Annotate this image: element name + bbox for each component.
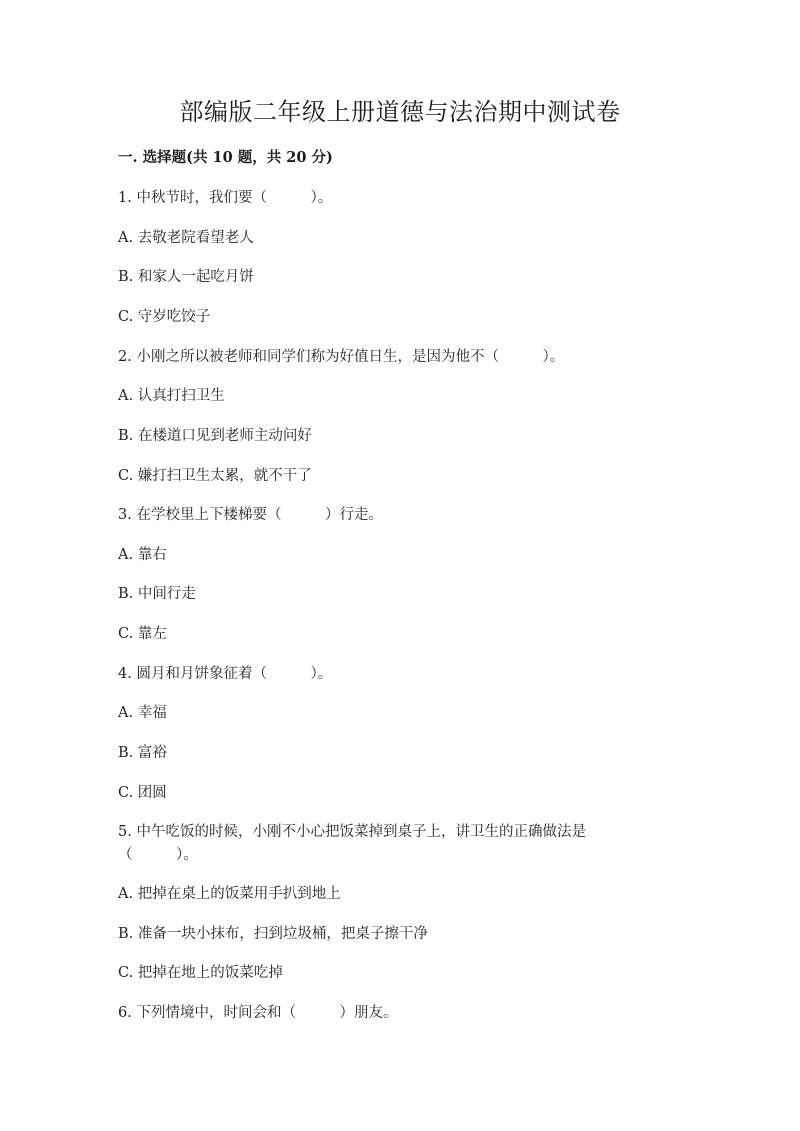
question-3-stem: 3. 在学校里上下楼梯要（ ）行走。 [118,507,383,523]
question-5-option-a: A. 把掉在桌上的饭菜用手扒到地上 [118,886,341,902]
question-1-option-c: C. 守岁吃饺子 [118,309,211,325]
question-1-option-b: B. 和家人一起吃月饼 [118,269,254,285]
question-5-option-c: C. 把掉在地上的饭菜吃掉 [118,965,283,981]
question-3-option-a: A. 靠右 [118,547,167,563]
question-5-stem-continued: （ ）。 [118,847,198,863]
question-2-stem: 2. 小刚之所以被老师和同学们称为好值日生，是因为他不（ ）。 [118,349,565,365]
question-2-option-a: A. 认真打扫卫生 [118,388,225,404]
question-4-option-b: B. 富裕 [118,745,167,761]
question-3-option-c: C. 靠左 [118,626,167,642]
question-6-stem: 6. 下列情境中，时间会和（ ）朋友。 [118,1005,398,1021]
question-5-option-b: B. 准备一块小抹布，扫到垃圾桶，把桌子擦干净 [118,926,428,942]
page-title: 部编版二年级上册道德与法治期中测试卷 [179,98,621,126]
question-4-stem: 4. 圆月和月饼象征着（ ）。 [118,666,333,682]
question-1-stem: 1. 中秋节时，我们要（ ）。 [118,190,333,206]
question-1-option-a: A. 去敬老院看望老人 [118,230,254,246]
question-5-stem: 5. 中午吃饭的时候，小刚不小心把饭菜掉到桌子上，讲卫生的正确做法是 [118,824,586,840]
question-3-option-b: B. 中间行走 [118,586,196,602]
question-4-option-a: A. 幸福 [118,705,167,721]
question-2-option-c: C. 嫌打扫卫生太累，就不干了 [118,468,312,484]
question-2-option-b: B. 在楼道口见到老师主动问好 [118,428,312,444]
section-heading: 一. 选择题(共 10 题，共 20 分) [118,149,333,166]
question-4-option-c: C. 团圆 [118,785,167,801]
